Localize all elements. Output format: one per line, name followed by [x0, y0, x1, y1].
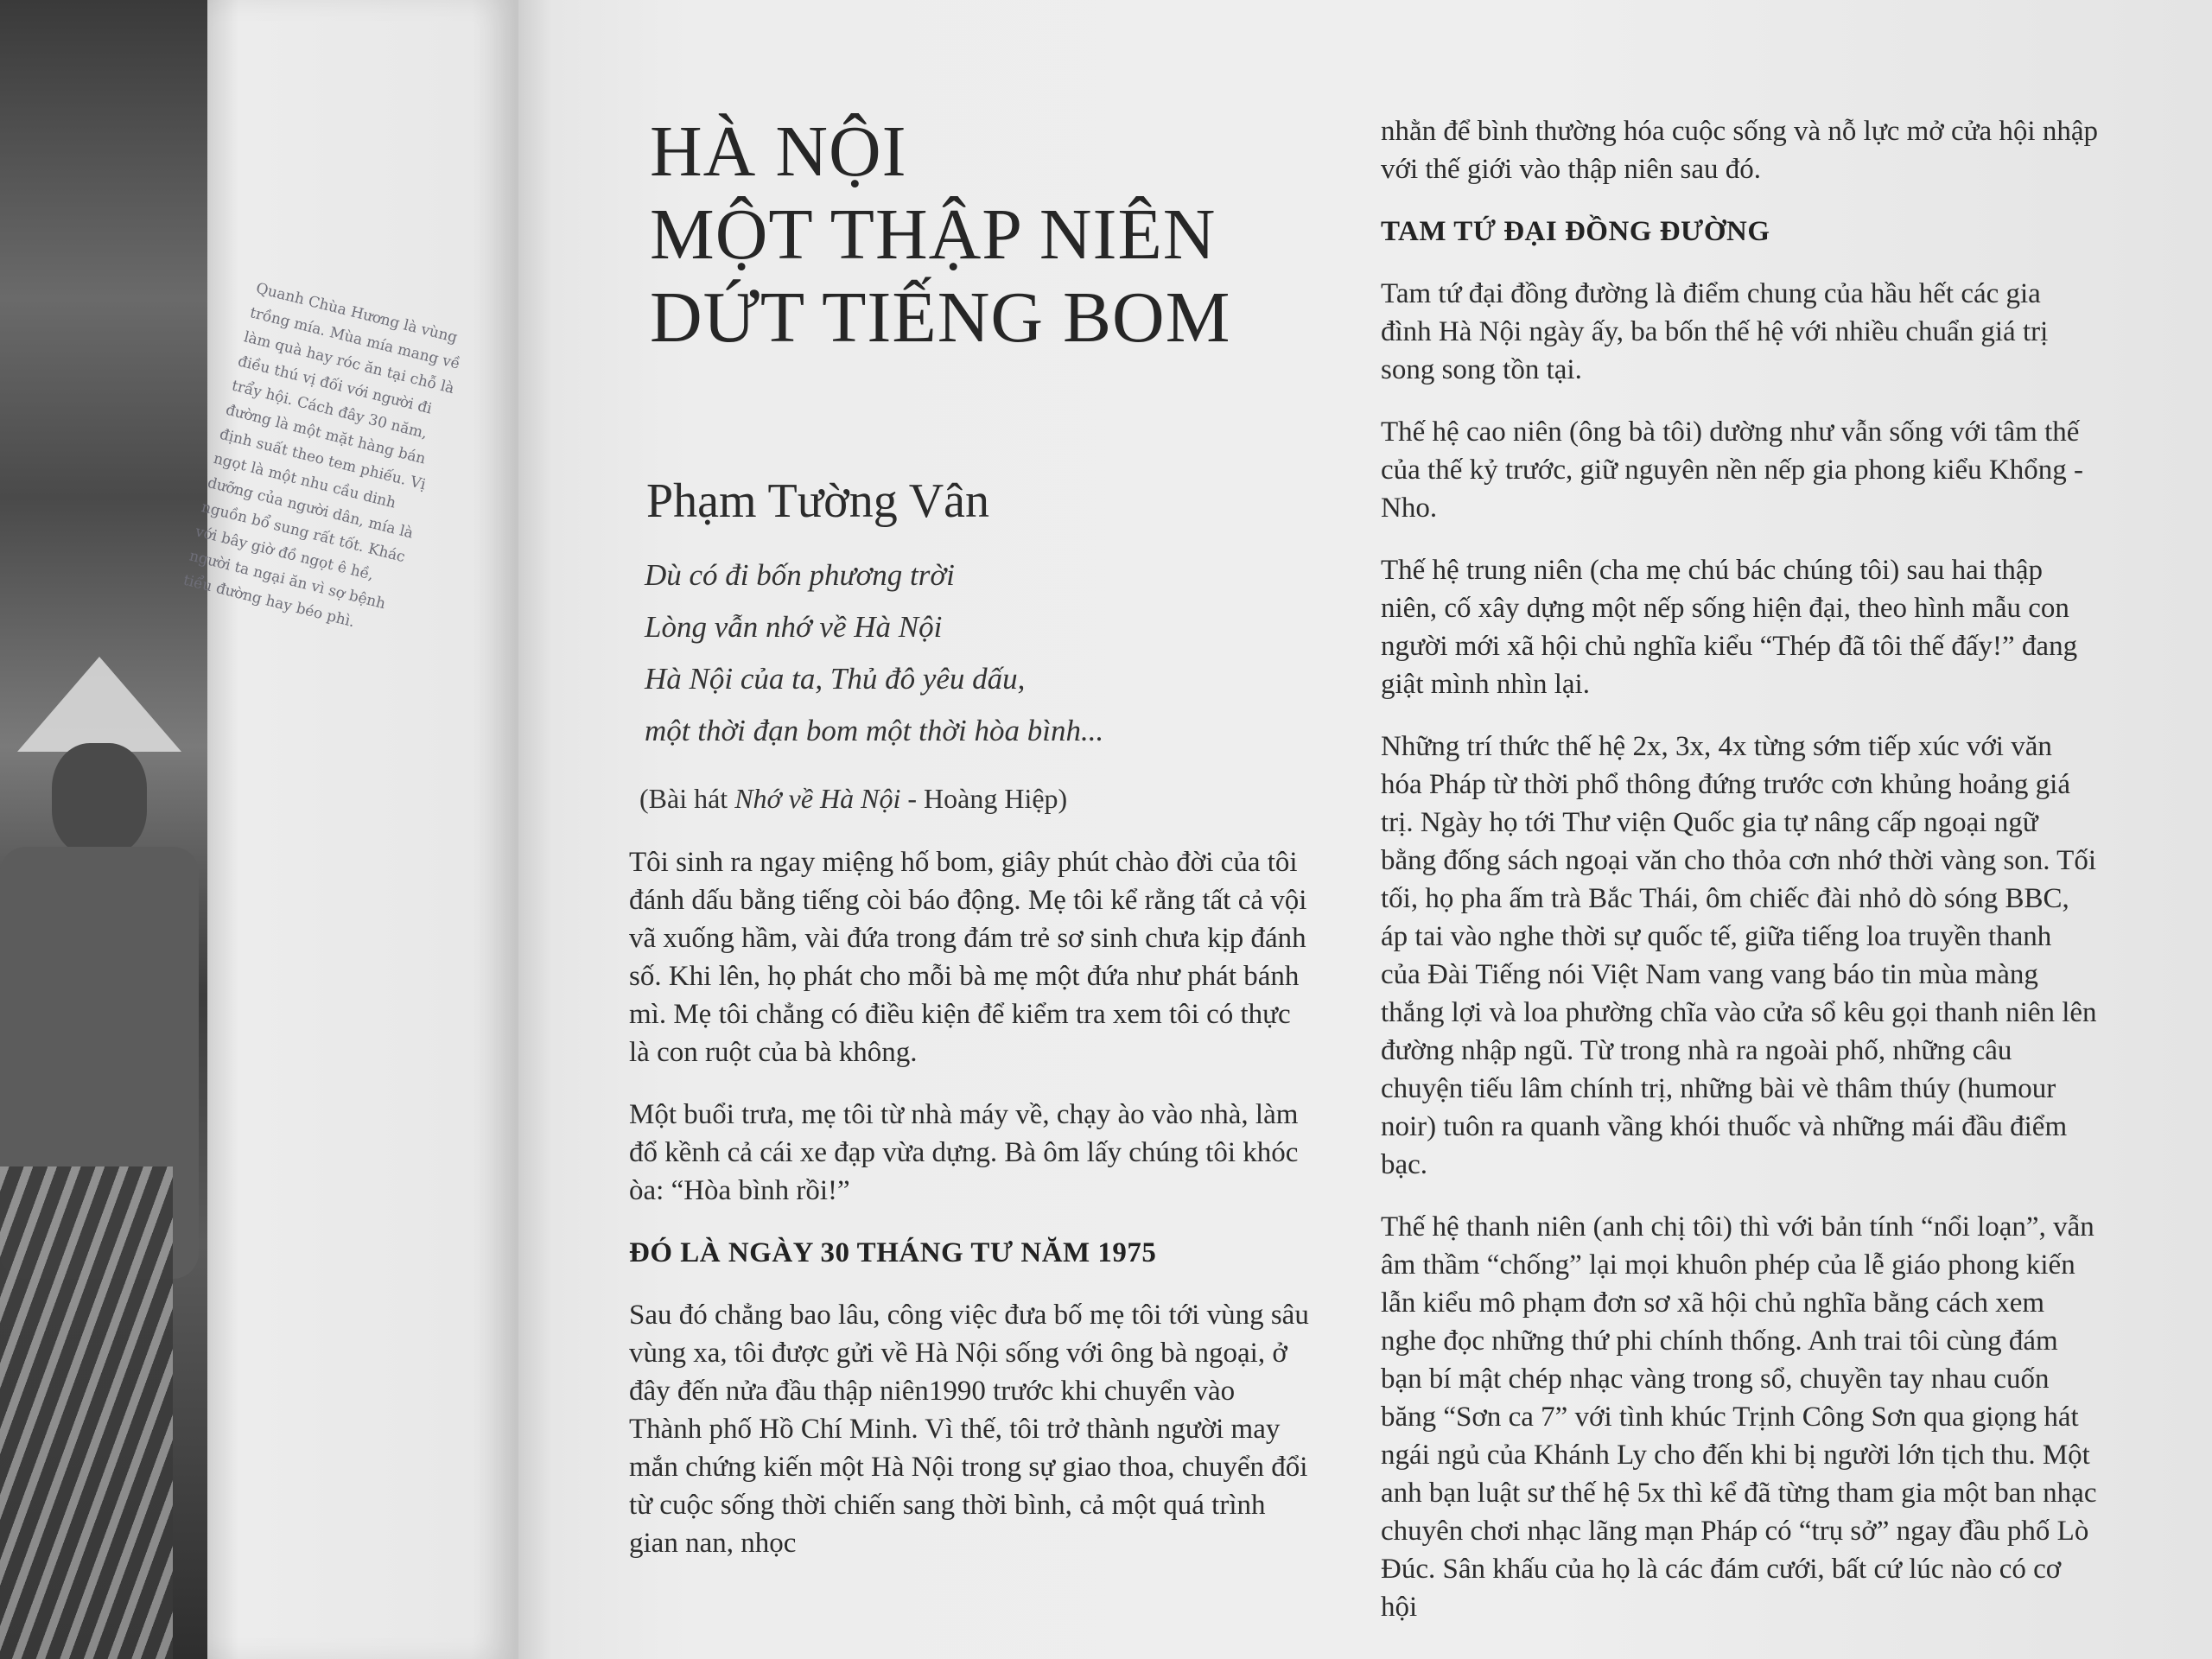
section-heading: ĐÓ LÀ NGÀY 30 THÁNG TƯ NĂM 1975 [629, 1237, 1157, 1268]
title-line: DỨT TIẾNG BOM [650, 277, 1231, 358]
poem-line: một thời đạn bom một thời hòa bình... [645, 714, 1104, 747]
poem-line: Lòng vẫn nhớ về Hà Nội [645, 610, 943, 644]
paragraph: Những trí thức thế hệ 2x, 3x, 4x từng sớm tiếp xúc với văn hóa Pháp từ thời phổ thông đứng trước cơn khủng hoảng giá trị. Ngày họ tới Thư viện Quốc gia tự nâng cấp ngoại ngữ bằng đống sách ngoại văn cho thỏa cơn nhớ thời vàng son. Tối tối, họ pha ấm trà Bắc Thái, ôm chiếc đài nhỏ dò sóng BBC, áp tai vào nghe thời sự quốc tế, giữa tiếng loa truyền thanh của Đài Tiếng nói Việt Nam vang vang báo tin mùa màng thắng lợi và loa phường chĩa vào cửa sổ kêu gọi thanh niên lên đường nhập ngũ. Từ trong nhà ra ngoài phố, những câu chuyện tiếu lâm chính trị, những bài vè thâm thúy (humour noir) tuôn ra quanh vầng khói thuốc và những mái đầu điểm bạc. [1381, 731, 2097, 1180]
right-text-column [1381, 112, 2098, 1650]
vendor-figure [52, 743, 147, 855]
left-text-column [629, 843, 1312, 1586]
citation-prefix: (Bài hát [639, 783, 735, 814]
title-line: HÀ NỘI [650, 111, 907, 192]
photo-sugarcane-vendor [0, 0, 216, 1659]
song-title: Nhớ về Hà Nội [734, 783, 901, 814]
paragraph: Thế hệ thanh niên (anh chị tôi) thì với bản tính “nổi loạn”, vẫn âm thầm “chống” lại mọi khuôn phép của lễ giáo phong kiến lẫn kiểu mô phạm đơn sơ xã hội chủ nghĩa bằng cách xem nghe đọc những thứ phi chính thống. Anh trai tôi cùng đám bạn bí mật chép nhạc vàng trong sổ, chuyền tay nhau cuốn băng “Sơn ca 7” với tình khúc Trịnh Công Sơn qua giọng hát ngái ngủ của Khánh Ly cho đến khi bị người lớn tịch thu. Một anh bạn luật sư thế hệ 5x thì kể đã từng tham gia một ban nhạc chuyên chơi nhạc lãng mạn Pháp có “trụ sở” ngay đầu phố Lò Đúc. Sân khấu của họ là các đám cưới, bất cứ lúc nào có cơ hội [1381, 1211, 2097, 1623]
left-page [207, 0, 518, 1659]
poem-epigraph [645, 550, 1103, 757]
paragraph: nhằn để bình thường hóa cuộc sống và nỗ lực mở cửa hội nhập với thế giới vào thập niên sau đó. [1381, 116, 2098, 185]
article-title [650, 111, 1230, 359]
conical-hat [17, 657, 181, 752]
poem-citation [639, 783, 1067, 815]
paragraph: Thế hệ trung niên (cha mẹ chú bác chúng tôi) sau hai thập niên, cố xây dựng một nếp sống hiện đại, theo hình mẫu con người mới xã hội chủ nghĩa kiểu “Thép đã tôi thế đấy!” đang giật mình nhìn lại. [1381, 555, 2078, 700]
poem-line: Hà Nội của ta, Thủ đô yêu dấu, [645, 662, 1026, 696]
paragraph: Tôi sinh ra ngay miệng hố bom, giây phút chào đời của tôi đánh dấu bằng tiếng còi báo động. Mẹ tôi kể rằng tất cả vội vã xuống hầm, vài đứa trong đám trẻ sơ sinh chưa kịp đánh số. Khi lên, họ phát cho mỗi bà mẹ một đứa như phát bánh mì. Mẹ tôi chẳng có điều kiện để kiểm tra xem tôi có thực là con ruột của bà không. [629, 847, 1307, 1068]
section-heading: TAM TỨ ĐẠI ĐỒNG ĐƯỜNG [1381, 216, 1770, 247]
author-name: Phạm Tường Vân [646, 474, 990, 528]
title-line: MỘT THẬP NIÊN [650, 194, 1217, 275]
paragraph: Tam tứ đại đồng đường là điểm chung của hầu hết các gia đình Hà Nội ngày ấy, ba bốn thế hệ với nhiều chuẩn giá trị song song tồn tại. [1381, 278, 2049, 385]
photo-caption: Quanh Chùa Hương là vùng trồng mía. Mùa mía mang về làm quà hay róc ăn tại chỗ là điều thú vị đối với người đi trẩy hội. Cách đây 30 năm, đường là một mặt hàng bán định suất theo tem phiếu. Vị ngọt là một nhu cầu dinh dưỡng của người dân, mía là nguồn bổ sung rất tốt. Khác với bây giờ đồ ngọt ê hề, người ta ngại ăn vì sợ bệnh tiểu đường hay béo phì. [181, 279, 462, 632]
paragraph: Một buổi trưa, mẹ tôi từ nhà máy về, chạy ào vào nhà, làm đổ kềnh cả cái xe đạp vừa dựng. Bà ôm lấy chúng tôi khóc òa: “Hòa bình rồi!” [629, 1099, 1299, 1206]
paragraph: Thế hệ cao niên (ông bà tôi) dường như vẫn sống với tâm thế của thế kỷ trước, giữ nguyên nền nếp gia phong kiểu Khổng - Nho. [1381, 416, 2083, 524]
citation-suffix: - Hoàng Hiệp) [900, 783, 1068, 814]
paragraph: Sau đó chẳng bao lâu, công việc đưa bố mẹ tôi tới vùng sâu vùng xa, tôi được gửi về Hà Nội sống với ông bà ngoại, ở đây đến nửa đầu thập niên1990 trước khi chuyển vào Thành phố Hồ Chí Minh. Vì thế, tôi trở thành người may mắn chứng kiến một Hà Nội trong sự giao thoa, chuyển đổi từ cuộc sống thời chiến sang thời bình, cả một quá trình gian nan, nhọc [629, 1300, 1309, 1559]
poem-line: Dù có đi bốn phương trời [645, 558, 955, 592]
sugarcane-bundle [0, 1166, 173, 1659]
